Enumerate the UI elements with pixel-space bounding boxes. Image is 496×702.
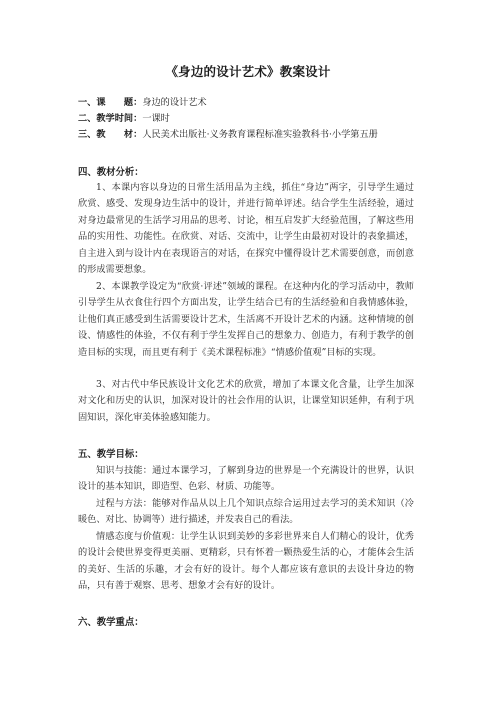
meta-value-time: 一课时 [142,113,170,124]
meta-row-textbook [78,127,418,143]
meta-row-topic [78,95,418,111]
goals-paragraph-knowledge: 知识与技能：通过本课学习，了解到身边的世界是一个充满设计的世界，认识设计的基本知识，即造型、色彩、材质、功能等。 [78,465,414,493]
analysis-paragraph-1: 1、本课内容以身边的日常生活用品为主线，抓住“身边”两字，引导学生通过欣赏、感受、发现身边生活中的设计，并进行简单评述。结合学生生活经验，通过对身边最常见的生活学习用品的思考、讨论，相互启发扩大经验范围，了解这些用品的实用性、功能性。在欣赏、对话、交流中，让学生由最初对设计的表象描述，自主进入到与设计内在表现语言的对话，在探究中懂得设计艺术需要创意，而创意的形成需要想象。 [78,182,414,276]
meta-label-topic: 一、课 题： [78,97,143,108]
section-heading-analysis: 四、教材分析： [78,167,144,178]
meta-row-time [78,111,418,127]
meta-value-topic: 身边的设计艺术 [142,97,207,108]
meta-value-textbook: 人民美术出版社·义务教育课程标准实验教科书·小学第五册 [142,129,378,140]
analysis-paragraph-3: 3、对古代中华民族设计文化艺术的欣赏，增加了本课文化含量，让学生加深对文化和历史的认识，加深对设计的社会作用的认识，让课堂知识延伸，有利于巩固知识，深化审美体验感知能力。 [78,379,414,423]
analysis-paragraph-2: 2、本课教学设定为“欣赏·评述”领域的课程。在这种内化的学习活动中，教师引导学生从衣食住行四个方面出发，让学生结合已有的生活经验和自我情感体验，让他们真正感受到生活需要设计艺术，生活离不开设计艺术的内涵。这种情境的创设、情感性的体验，不仅有利于学生发挥自己的想象力、创造力，有利于教学的创造目标的实现，而且更有利于《美术课程标准》“情感价值观”目标的实现。 [78,281,414,358]
goals-paragraph-process: 过程与方法：能够对作品从以上几个知识点综合运用过去学习的美术知识（冷暖色、对比、协调等）进行描述，并发表自己的看法。 [78,498,414,526]
meta-label-textbook: 三、教 材： [78,129,143,140]
meta-label-time: 二、教学时间： [78,113,143,124]
section-heading-focus: 六、教学重点： [78,617,144,628]
document-title: 《身边的设计艺术》教案设计 [165,64,331,79]
goals-paragraph-emotion: 情感态度与价值观：让学生认识到美妙的多彩世界来自人们精心的设计，优秀的设计会使世界变得更美丽、更精彩，只有怀着一颗热爱生活的心，才能体会生活的美好、生活的乐趣，才会有好的设计。每个人都应该有意识的去设计身边的物品，只有善于观察、思考、想象才会有好的设计。 [78,531,414,592]
section-heading-goals: 五、教学目标： [78,449,144,460]
lesson-meta [78,95,418,143]
